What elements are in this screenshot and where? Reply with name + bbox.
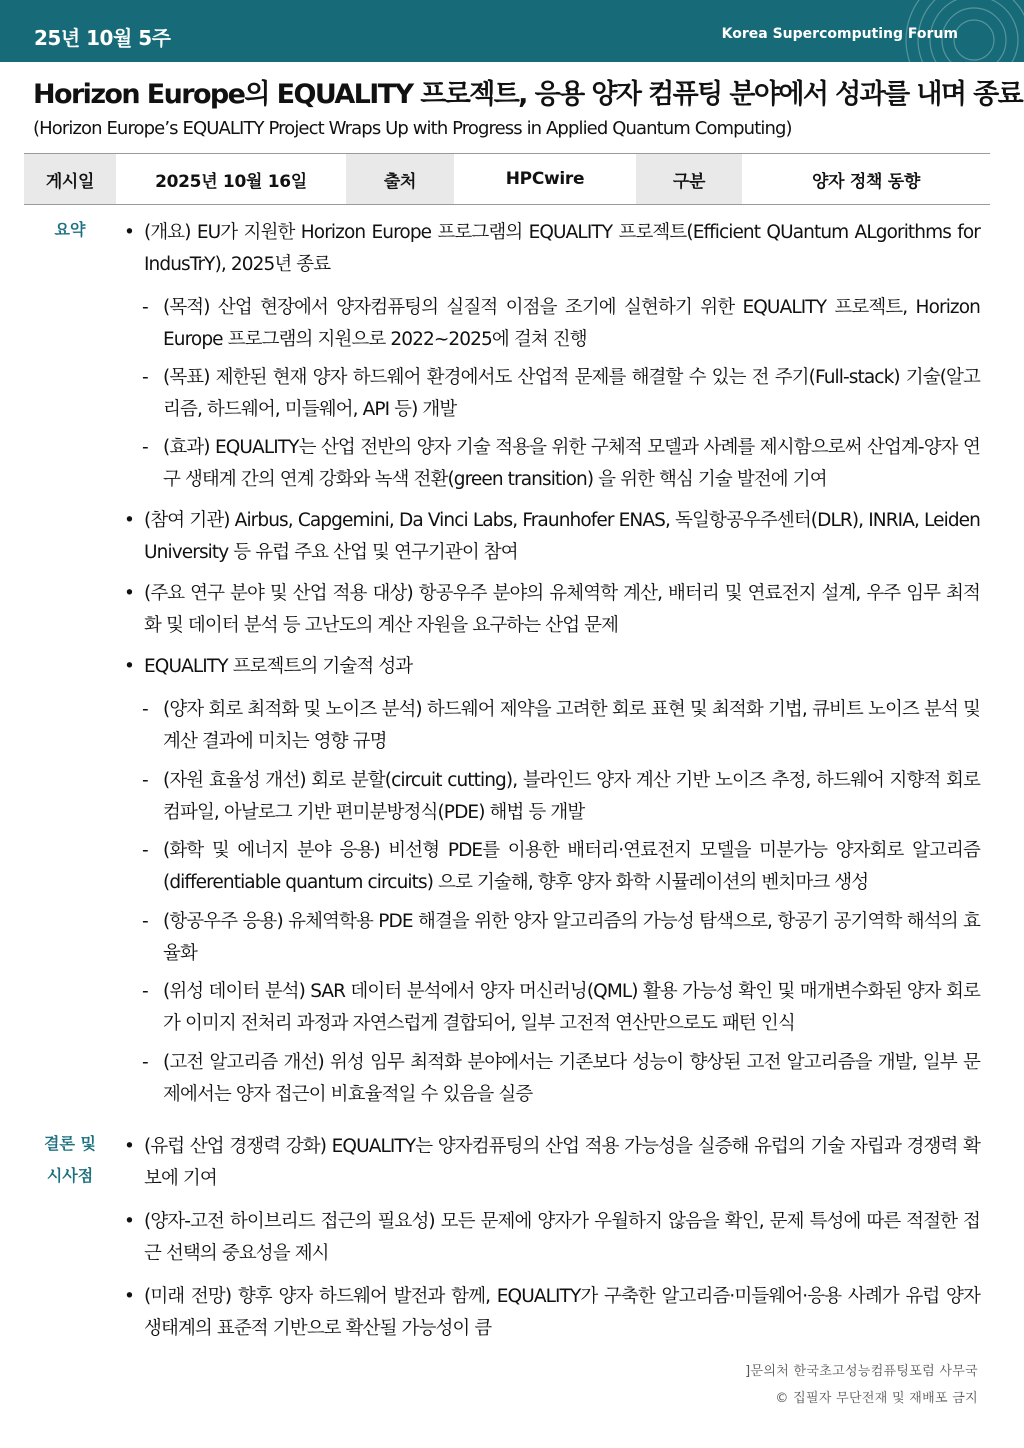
dash-icon: -: [142, 840, 148, 861]
dash-icon: -: [142, 981, 148, 1002]
bullet-icon: •: [124, 583, 135, 604]
meta-table: [24, 153, 990, 205]
conclusion-item: • (유럽 산업 경쟁력 강화) EQUALITY는 양자컴퓨팅의 산업 적용 가능성을 실증해 유럽의 기술 자립과 경쟁력 확보에 기여: [124, 1131, 980, 1195]
dash-icon: -: [142, 367, 148, 388]
summary-subitem: - (항공우주 응용) 유체역학용 PDE 해결을 위한 양자 알고리즘의 가능성 탐색으로, 항공기 공기역학 해석의 효율화: [142, 906, 980, 970]
dash-icon: -: [142, 770, 148, 791]
conclusion-item: • (양자-고전 하이브리드 접근의 필요성) 모든 문제에 양자가 우월하지 않음을 확인, 문제 특성에 따른 적절한 접근 선택의 중요성을 제시: [124, 1206, 980, 1270]
category-label: 구분: [636, 154, 742, 204]
bullet-icon: •: [124, 1286, 135, 1307]
summary-item: • (개요) EU가 지원한 Horizon Europe 프로그램의 EQUALITY 프로젝트(Efficient QUantum ALgorithms for IndusTrY), 2025년 종료: [124, 217, 980, 281]
summary-subitem: - (목표) 제한된 현재 양자 하드웨어 환경에서도 산업적 문제를 해결할 수 있는 전 주기(Full-stack) 기술(알고리즘, 하드웨어, 미들웨어, API 등) 개발: [142, 362, 980, 426]
summary-subitem: - (양자 회로 최적화 및 노이즈 분석) 하드웨어 제약을 고려한 회로 표현 및 최적화 기법, 큐비트 노이즈 분석 및 계산 결과에 미치는 영향 규명: [142, 694, 980, 758]
bullet-icon: •: [124, 510, 135, 531]
page-subtitle: (Horizon Europe’s EQUALITY Project Wraps Up with Progress in Applied Quantum Computing): [33, 118, 792, 139]
summary-label: 요약: [54, 220, 86, 239]
forum-name: Korea Supercomputing Forum: [721, 26, 958, 42]
summary-item: • EQUALITY 프로젝트의 기술적 성과: [124, 651, 980, 683]
decorative-rings-icon: [894, 0, 1024, 62]
source-label: 출처: [346, 154, 454, 204]
conclusion-label: 결론 및 시사점: [44, 1134, 96, 1185]
summary-item: • (참여 기관) Airbus, Capgemini, Da Vinci Labs, Fraunhofer ENAS, 독일항공우주센터(DLR), INRIA, Leiden University 등 유럽 주요 산업 및 연구기관이 참여: [124, 505, 980, 569]
source-value: HPCwire: [505, 169, 585, 189]
date-value: 2025년 10월 16일: [155, 171, 307, 192]
category-value: 양자 정책 동향: [812, 171, 920, 192]
issue-week: 25년 10월 5주: [34, 26, 171, 50]
header-bar: [0, 0, 1024, 62]
bullet-icon: •: [124, 222, 135, 243]
summary-subitem: - (고전 알고리즘 개선) 위성 임무 최적화 분야에서는 기존보다 성능이 향상된 고전 알고리즘을 개발, 일부 문제에서는 양자 접근이 비효율적일 수 있음을 실증: [142, 1047, 980, 1111]
dash-icon: -: [142, 911, 148, 932]
dash-icon: -: [142, 297, 148, 318]
dash-icon: -: [142, 437, 148, 458]
bullet-icon: •: [124, 1211, 135, 1232]
summary-subitem: - (자원 효율성 개선) 회로 분할(circuit cutting), 블라인드 양자 계산 기반 노이즈 추정, 하드웨어 지향적 회로 컴파일, 아날로그 기반 편미분방정식(PDE) 해법 등 개발: [142, 765, 980, 829]
summary-item: • (주요 연구 분야 및 산업 적용 대상) 항공우주 분야의 유체역학 계산, 배터리 및 연료전지 설계, 우주 임무 최적화 및 데이터 분석 등 고난도의 계산 자원을 요구하는 산업 문제: [124, 578, 980, 642]
summary-subitem: - (위성 데이터 분석) SAR 데이터 분석에서 양자 머신러닝(QML) 활용 가능성 확인 및 매개변수화된 양자 회로가 이미지 전처리 과정과 자연스럽게 결합되어, 일부 고전적 연산만으로도 패턴 인식: [142, 976, 980, 1040]
dash-icon: -: [142, 699, 148, 720]
date-label: 게시일: [24, 154, 116, 204]
summary-subitem: - (효과) EQUALITY는 산업 전반의 양자 기술 적용을 위한 구체적 모델과 사례를 제시함으로써 산업계-양자 연구 생태계 간의 연계 강화와 녹색 전환(green transition) 을 위한 핵심 기술 발전에 기여: [142, 432, 980, 496]
page-title: Horizon Europe의 EQUALITY 프로젝트, 응용 양자 컴퓨팅 분야에서 성과를 내며 종료: [33, 79, 1023, 110]
footer-copyright: © 집필자 무단전재 및 재배포 금지: [775, 1391, 978, 1406]
footer-contact: ]문의처 한국초고성능컴퓨팅포럼 사무국: [745, 1364, 978, 1379]
summary-subitem: - (화학 및 에너지 분야 응용) 비선형 PDE를 이용한 배터리·연료전지 모델을 미분가능 양자회로 알고리즘(differentiable quantum circuits) 으로 기술해, 향후 양자 화학 시뮬레이션의 벤치마크 생성: [142, 835, 980, 899]
conclusion-item: • (미래 전망) 향후 양자 하드웨어 발전과 함께, EQUALITY가 구축한 알고리즘·미들웨어·응용 사례가 유럽 양자 생태계의 표준적 기반으로 확산될 가능성이 큼: [124, 1281, 980, 1345]
bullet-icon: •: [124, 656, 135, 677]
bullet-icon: •: [124, 1136, 135, 1157]
dash-icon: -: [142, 1052, 148, 1073]
summary-subitem: - (목적) 산업 현장에서 양자컴퓨팅의 실질적 이점을 조기에 실현하기 위한 EQUALITY 프로젝트, Horizon Europe 프로그램의 지원으로 2022~2025에 걸쳐 진행: [142, 292, 980, 356]
